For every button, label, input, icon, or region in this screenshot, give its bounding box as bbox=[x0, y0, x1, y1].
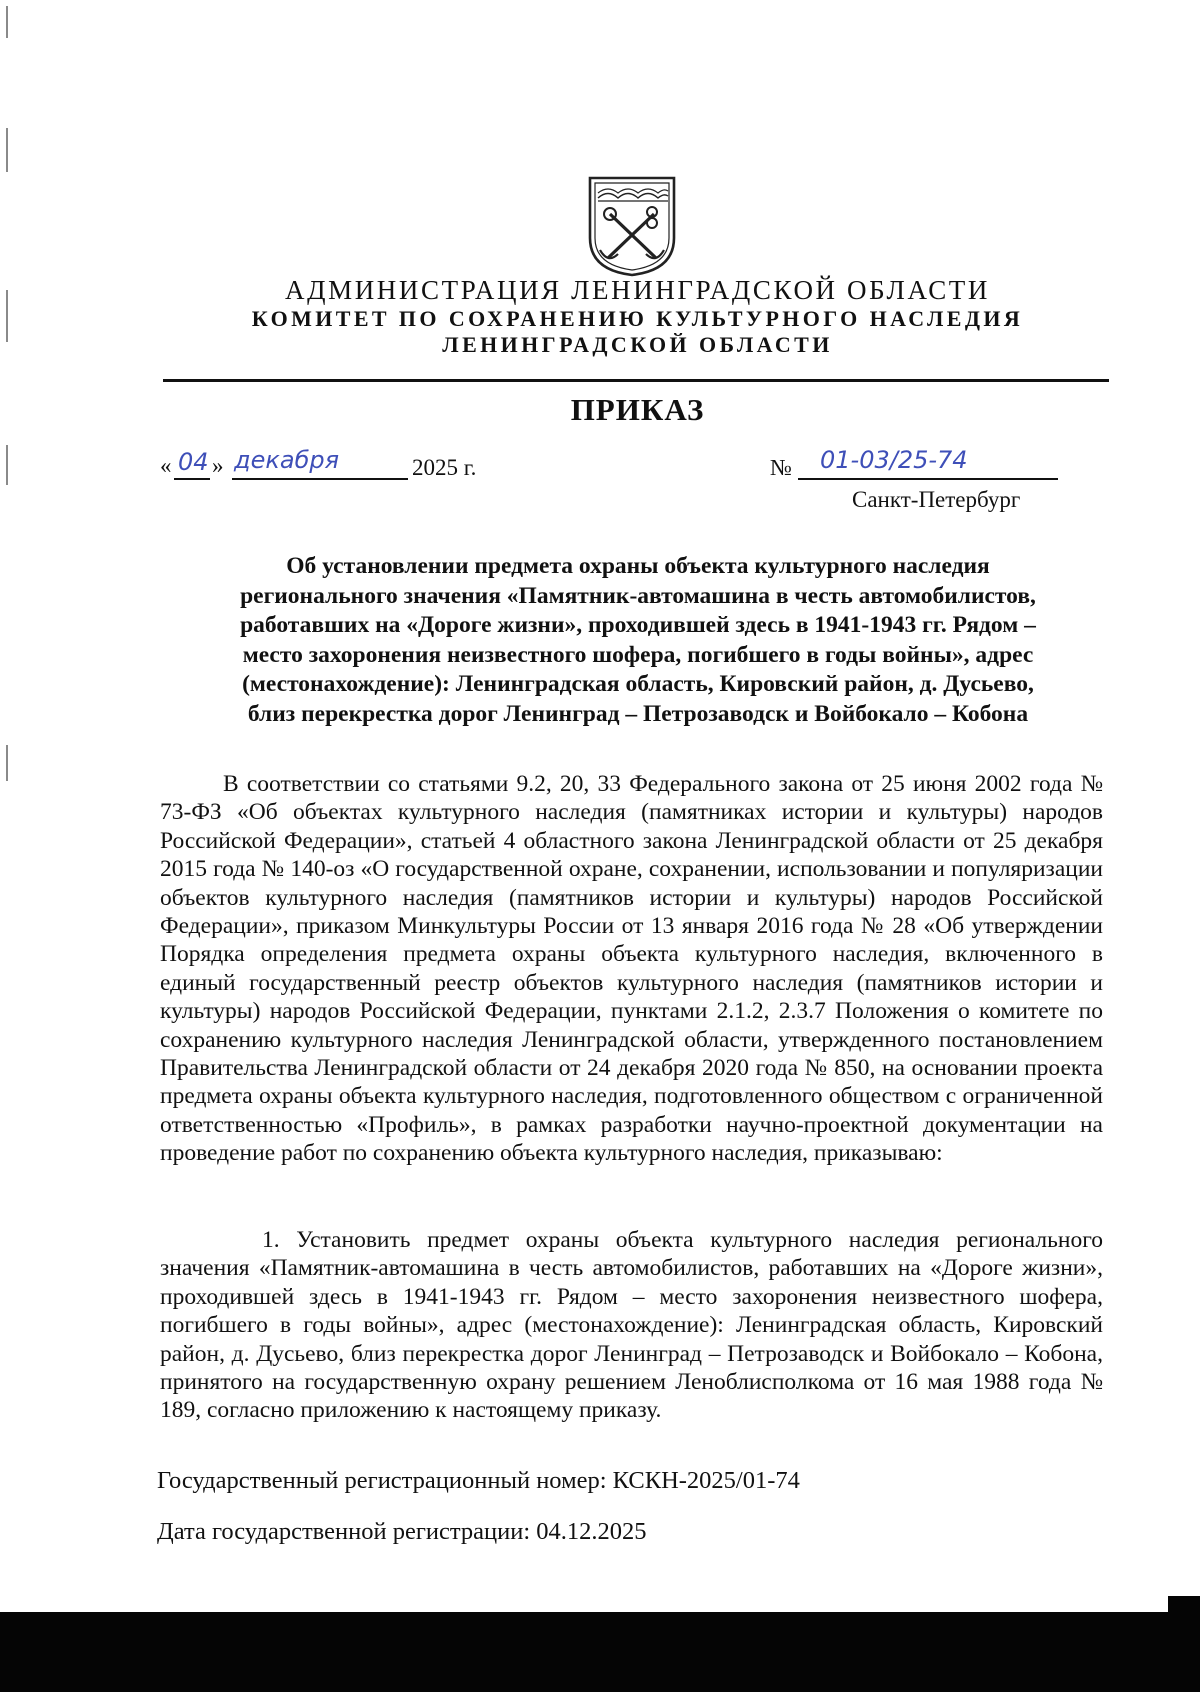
order-place: Санкт-Петербург bbox=[852, 487, 1021, 512]
subject-line: работавших на «Дороге жизни», проходившей здесь в 1941-1943 гг. Рядом – bbox=[240, 612, 1036, 638]
scan-edge-mark bbox=[6, 445, 8, 485]
committee-heading: КОМИТЕТ ПО СОХРАНЕНИЮ КУЛЬТУРНОГО НАСЛЕДИЯ bbox=[251, 306, 1024, 331]
order-year: 2025 г. bbox=[412, 455, 477, 480]
committee-region-heading: ЛЕНИНГРАДСКОЙ ОБЛАСТИ bbox=[442, 332, 833, 357]
coat-of-arms-icon bbox=[586, 174, 678, 278]
registration-number: Государственный регистрационный номер: КСКН-2025/01-74 bbox=[157, 1467, 800, 1494]
date-month-handwritten: декабря bbox=[234, 446, 340, 474]
header-divider bbox=[163, 379, 1109, 382]
order-title: ПРИКАЗ bbox=[570, 392, 705, 427]
order-number-handwritten: 01-03/25-74 bbox=[820, 446, 968, 474]
scan-edge-mark bbox=[6, 745, 8, 781]
date-open-quote: « bbox=[160, 453, 172, 478]
subject-line: близ перекрестка дорог Ленинград – Петрозаводск и Войбокало – Кобона bbox=[247, 700, 1029, 727]
scan-border bbox=[1168, 1596, 1200, 1612]
subject-line: (местонахождение): Ленинградская область, Кировский район, д. Дусьево, bbox=[242, 671, 1034, 697]
order-subject bbox=[175, 552, 1101, 729]
date-close-quote: » bbox=[212, 453, 224, 478]
subject-line: Об установлении предмета охраны объекта культурного наследия bbox=[286, 553, 990, 579]
number-underline bbox=[798, 478, 1058, 480]
date-day-handwritten: 04 bbox=[178, 448, 209, 476]
subject-line: регионального значения «Памятник-автомашина в честь автомобилистов, bbox=[240, 582, 1036, 609]
registration-date: Дата государственной регистрации: 04.12.2025 bbox=[157, 1518, 647, 1545]
month-underline bbox=[232, 478, 408, 480]
administration-heading: АДМИНИСТРАЦИЯ ЛЕНИНГРАДСКОЙ ОБЛАСТИ bbox=[284, 275, 990, 305]
order-number bbox=[770, 446, 1070, 486]
scan-edge-mark bbox=[6, 128, 8, 172]
scan-border bbox=[0, 1612, 1200, 1692]
order-item-1: 1. Установить предмет охраны объекта культурного наследия регионального значения «Памятник-автомашина в честь автомобилистов, работавших на «Дороге жизни», проходившей здесь в 1941-1943 гг. Рядом – место захоронения неизвестного шофера, погибшего в годы войны», адрес (местонахождение): Ленинградская область, Кировский район, д. Дусьево, близ перекрестка дорог Ленинград – Петрозаводск и Войбокало – Кобона, принятого на государственную охрану решением Леноблисполкома от 16 мая 1988 года № 189, согласно приложению к настоящему приказу. bbox=[160, 1227, 1103, 1424]
scan-edge-mark bbox=[6, 6, 8, 38]
day-underline bbox=[174, 478, 210, 480]
number-sign: № bbox=[770, 455, 792, 480]
subject-line: место захоронения неизвестного шофера, погибшего в годы войны», адрес bbox=[242, 641, 1034, 668]
preamble-paragraph: В соответствии со статьями 9.2, 20, 33 Федерального закона от 25 июня 2002 года № 73-ФЗ «Об объектах культурного наследия (памятниках истории и культуры) народов Российской Федерации», статьей 4 областного закона Ленинградской области от 25 декабря 2015 года № 140-оз «О государственной охране, сохранении, использовании и популяризации объектов культурного наследия (памятников истории и культуры) народов Российской Федерации», приказом Минкультуры России от 13 января 2016 года № 28 «Об утверждении Порядка определения предмета охраны объекта культурного наследия, включенного в единый государственный реестр объектов культурного наследия (памятников истории и культуры) народов Российской Федерации, пунктами 2.1.2, 2.3.7 Положения о комитете по сохранению культурного наследия Ленинградской области, утвержденного постановлением Правительства Ленинградской области от 24 декабря 2020 года № 850, на основании проекта предмета охраны объекта культурного наследия, подготовленного обществом с ограниченной ответственностью «Профиль», в рамках разработки научно-проектной документации на проведение работ по сохранению объекта культурного наследия, приказываю: bbox=[160, 771, 1103, 1167]
